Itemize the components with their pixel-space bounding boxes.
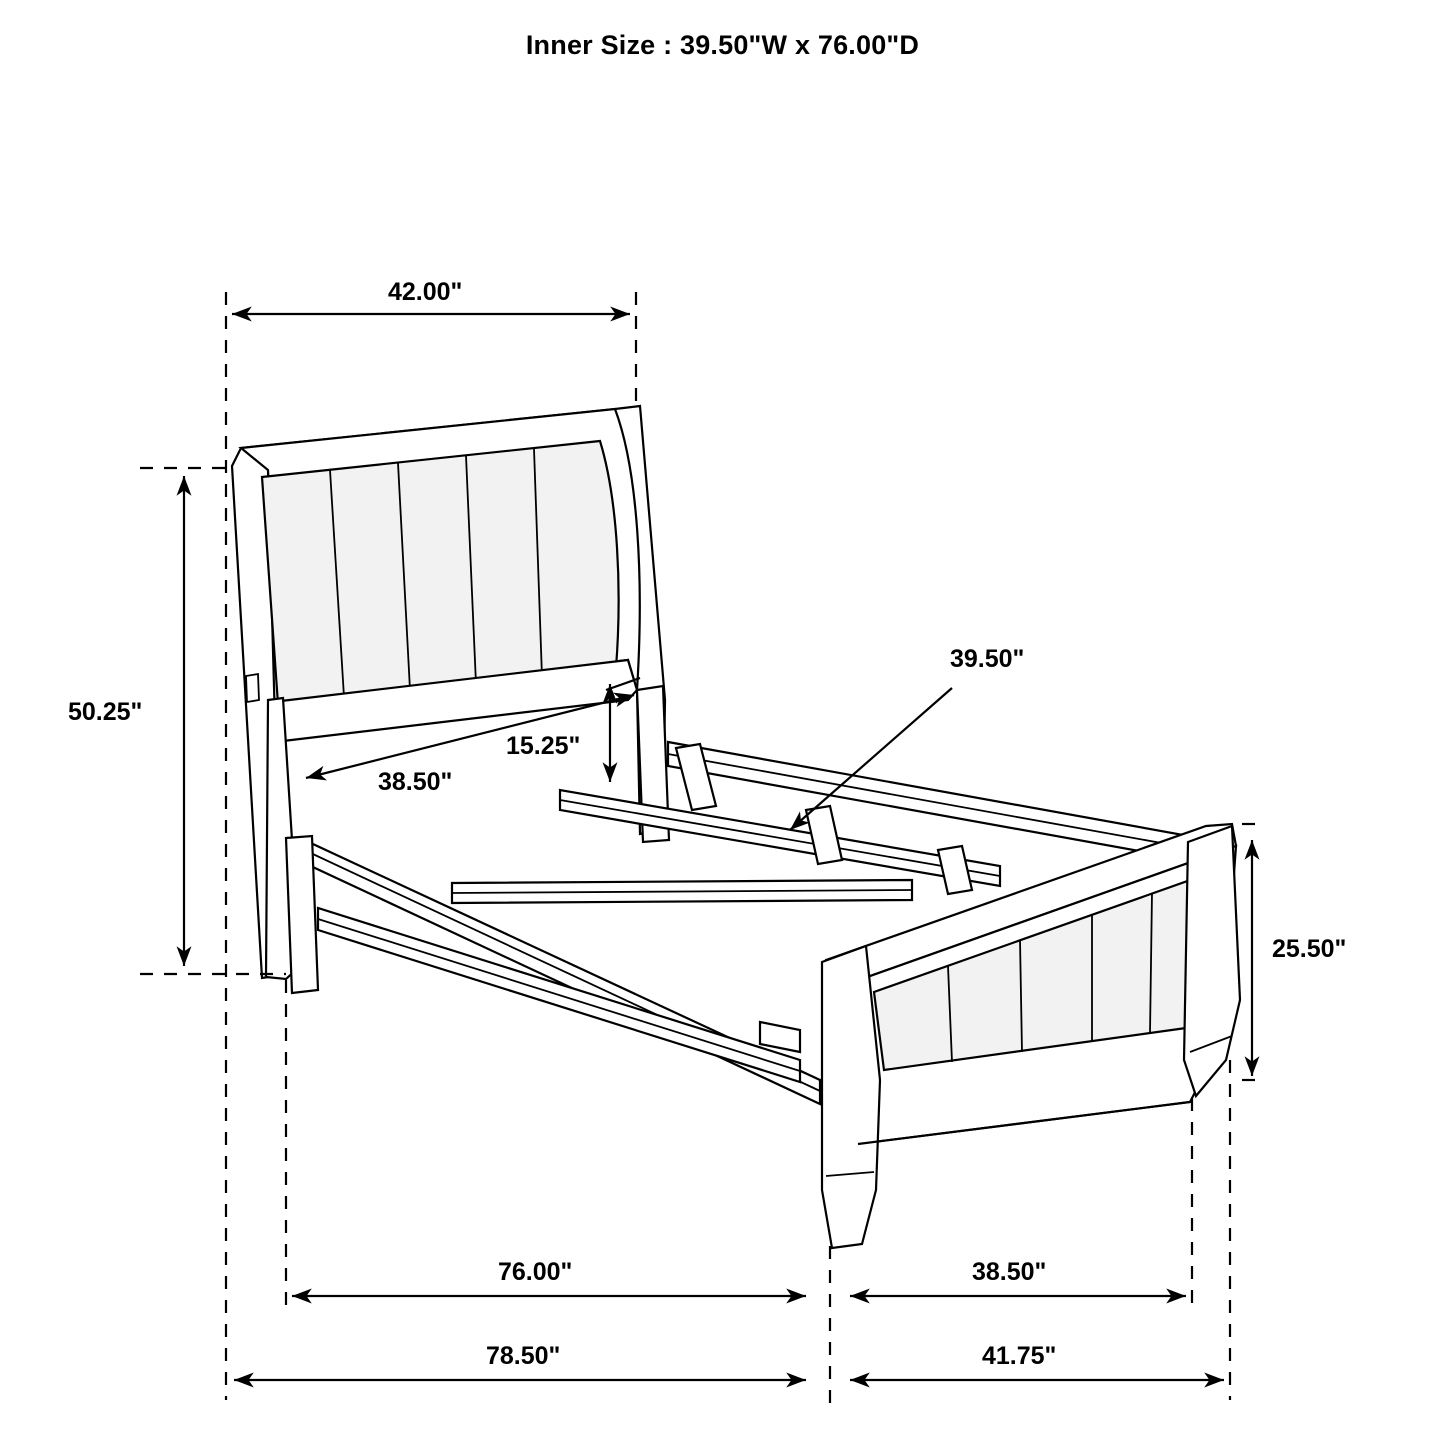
dimension-label-panel-drop: 15.25" [506,732,581,760]
dimension-label-headboard-width: 42.00" [388,278,463,306]
dimension-label-footboard-width: 38.50" [972,1258,1047,1286]
dimension-label-rail-inner-width: 39.50" [950,645,1025,673]
dimension-label-overall-width: 41.75" [982,1342,1057,1370]
dimension-label-headboard-height: 50.25" [68,698,143,726]
bed-illustration [232,406,1240,1248]
dimension-label-footboard-height: 25.50" [1272,935,1347,963]
page-title: Inner Size : 39.50"W x 76.00"D [525,30,920,60]
dimension-label-headboard-inner-width: 38.50" [378,768,453,796]
dimension-label-overall-length: 78.50" [486,1342,561,1370]
dimension-label-inner-length: 76.00" [498,1258,573,1286]
